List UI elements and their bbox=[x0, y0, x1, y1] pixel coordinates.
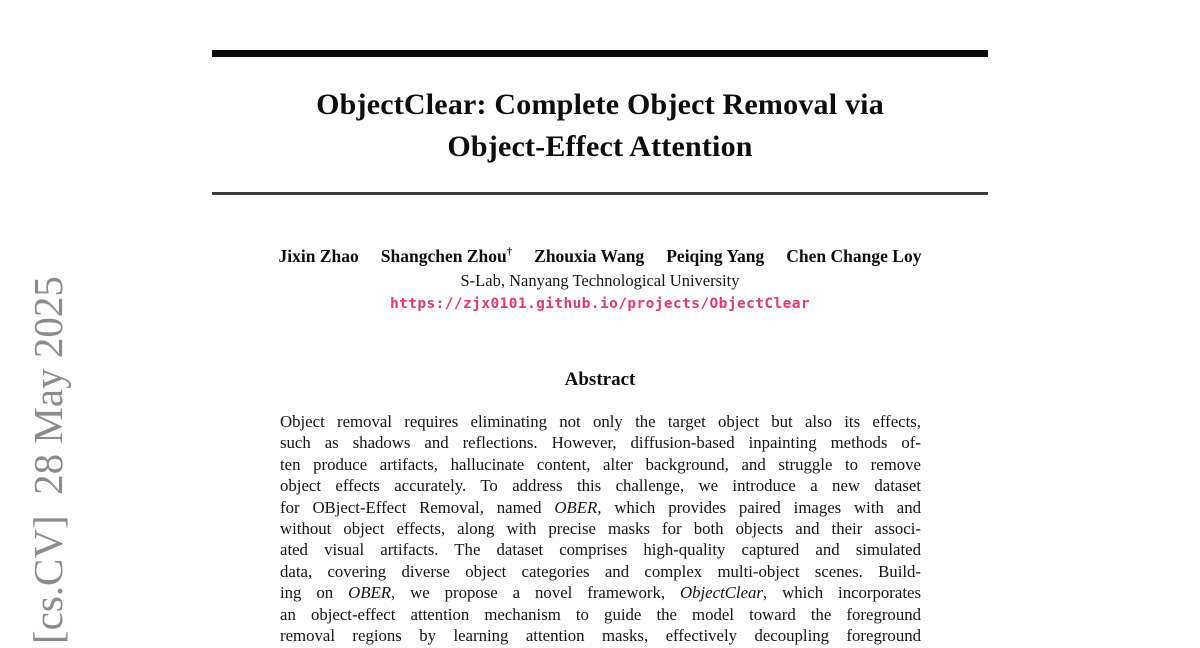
abstract-heading: Abstract bbox=[564, 369, 636, 390]
abstract-body bbox=[280, 411, 921, 646]
paper-title bbox=[212, 84, 988, 168]
abstract-line: data, covering diverse object categories and complex multi-object scenes. Build- bbox=[280, 561, 921, 581]
abstract-line: object effects accurately. To address this challenge, we introduce a new dataset bbox=[280, 476, 921, 496]
project-link[interactable]: https://zjx0101.github.io/projects/ObjectClear bbox=[390, 296, 810, 312]
author-name: Peiqing Yang bbox=[666, 246, 765, 266]
affiliation: S-Lab, Nanyang Technological University bbox=[460, 271, 740, 290]
top-rule bbox=[212, 50, 988, 57]
paper-title-line1: ObjectClear: Complete Object Removal via bbox=[316, 88, 884, 121]
author-name: Shangchen Zhou† bbox=[380, 246, 513, 266]
arxiv-watermark: [cs.CV] 28 May 2025 bbox=[25, 276, 71, 644]
abstract-line: without object effects, along with precise masks for both objects and their associ- bbox=[280, 518, 921, 538]
author-name: Jixin Zhao bbox=[278, 246, 359, 266]
author-name: Chen Change Loy bbox=[786, 246, 922, 266]
author-name: Zhouxia Wang bbox=[534, 246, 645, 266]
author-affiliation-mark: † bbox=[506, 246, 513, 259]
abstract-line: Object removal requires eliminating not only the target object but also its effects, bbox=[280, 412, 921, 431]
title-divider-rule bbox=[212, 192, 988, 195]
abstract-line: an object-effect attention mechanism to guide the model toward the foreground bbox=[280, 604, 921, 624]
abstract-line: ing on OBER, we propose a novel framework, ObjectClear, which incorporates bbox=[280, 583, 921, 603]
author-list bbox=[100, 246, 1100, 267]
abstract-line: ated visual artifacts. The dataset comprises high-quality captured and simulated bbox=[280, 540, 921, 560]
abstract-line: ten produce artifacts, hallucinate content, alter background, and struggle to remove bbox=[280, 454, 921, 474]
abstract-line: removal regions by learning attention masks, effectively decoupling foreground bbox=[280, 625, 921, 645]
project-url-line bbox=[100, 296, 1100, 312]
abstract-line: such as shadows and reflections. However, diffusion-based inpainting methods of- bbox=[280, 433, 921, 453]
paper-title-line2: Object-Effect Attention bbox=[447, 130, 753, 163]
abstract-line: for OBject-Effect Removal, named OBER, which provides paired images with and bbox=[280, 497, 921, 517]
